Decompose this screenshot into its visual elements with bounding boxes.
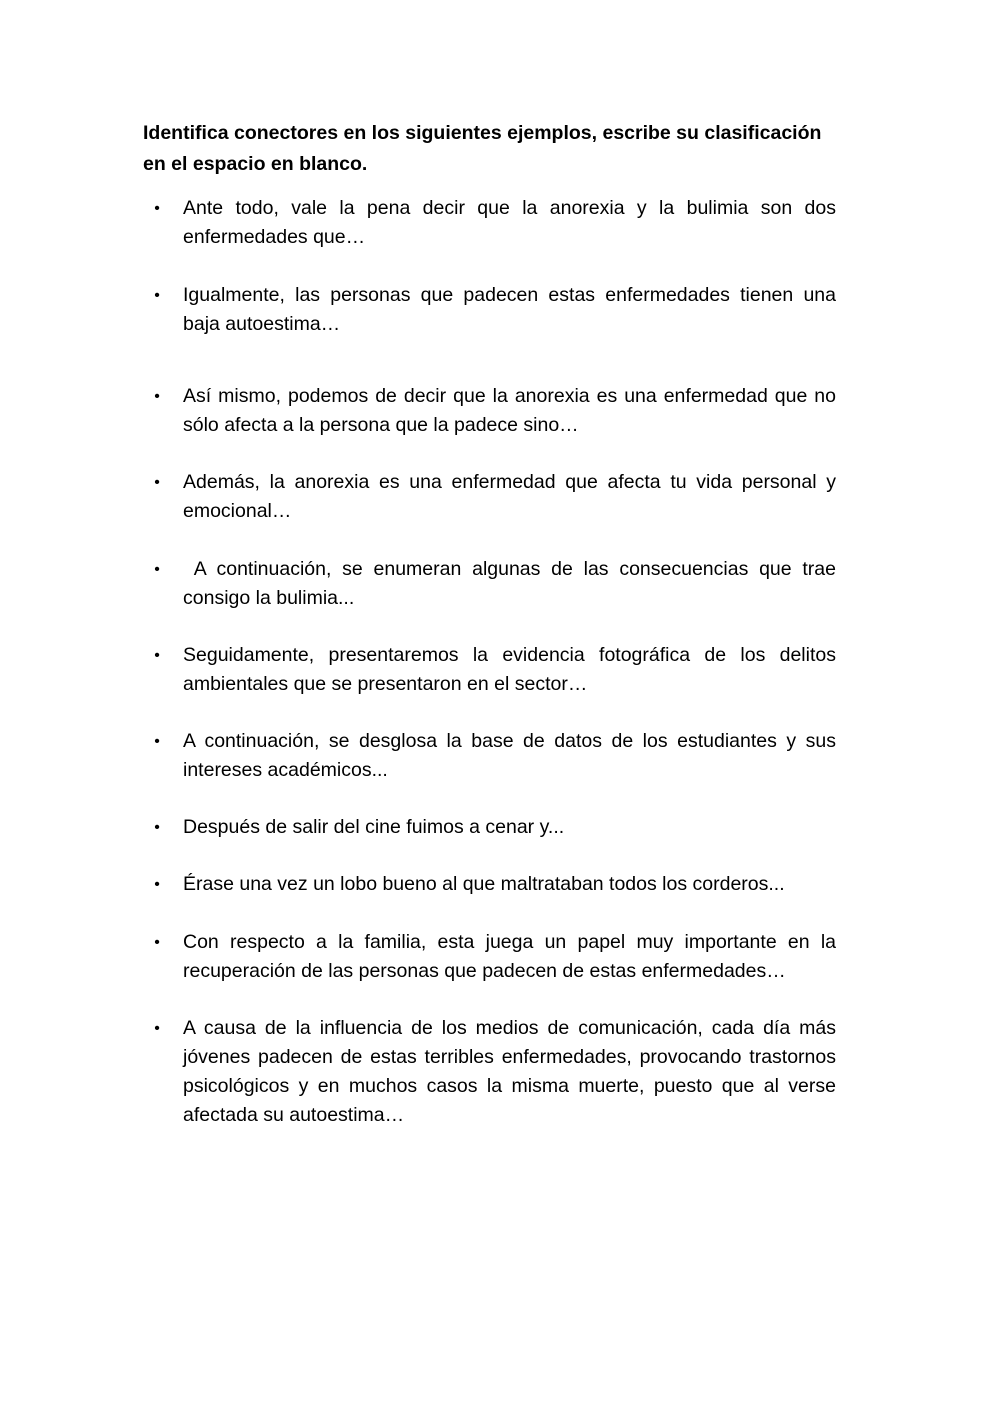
- bullet-icon: •: [154, 733, 160, 750]
- list-item-text: A continuación, se desglosa la base de datos de los estudiantes y sus intereses académicos...: [183, 730, 836, 781]
- bullet-icon: •: [154, 1020, 160, 1037]
- list-item-text: A continuación, se enumeran algunas de las consecuencias que trae consigo la bulimia...: [183, 558, 842, 609]
- instructions-heading: Identifica conectores en los siguientes ejemplos, escribe su clasificación en el espacio en blanco.: [143, 122, 822, 175]
- bullet-icon: •: [154, 647, 160, 664]
- list-item-text: Ante todo, vale la pena decir que la anorexia y la bulimia son dos enfermedades que…: [183, 197, 836, 248]
- list-item-text: Seguidamente, presentaremos la evidencia fotográfica de los delitos ambientales que se presentaron en el sector…: [183, 644, 836, 695]
- list-item-text: Después de salir del cine fuimos a cenar y...: [183, 816, 565, 838]
- bullet-icon: •: [154, 819, 160, 836]
- list-item-text: Así mismo, podemos de decir que la anorexia es una enfermedad que no sólo afecta a la persona que la padece sino…: [183, 385, 836, 436]
- list-item-text: A causa de la influencia de los medios de comunicación, cada día más jóvenes padecen de estas terribles enfermedades, provocando trastornos psicológicos y en muchos casos la misma muerte, puesto que al verse afectada su autoestima…: [183, 1017, 836, 1126]
- list-item-text: Con respecto a la familia, esta juega un papel muy importante en la recuperación de las personas que padecen de estas enfermedades…: [183, 931, 836, 982]
- list-item-text: Igualmente, las personas que padecen estas enfermedades tienen una baja autoestima…: [183, 284, 836, 335]
- bullet-icon: •: [154, 474, 160, 491]
- list-item-text: Érase una vez un lobo bueno al que maltrataban todos los corderos...: [183, 873, 785, 895]
- bullet-icon: •: [154, 388, 160, 405]
- bullet-icon: •: [154, 287, 160, 304]
- bullet-icon: •: [154, 561, 160, 578]
- bullet-icon: •: [154, 876, 160, 893]
- bullet-icon: •: [154, 934, 160, 951]
- list-item-text: Además, la anorexia es una enfermedad que afecta tu vida personal y emocional…: [183, 471, 836, 522]
- bullet-icon: •: [154, 200, 160, 217]
